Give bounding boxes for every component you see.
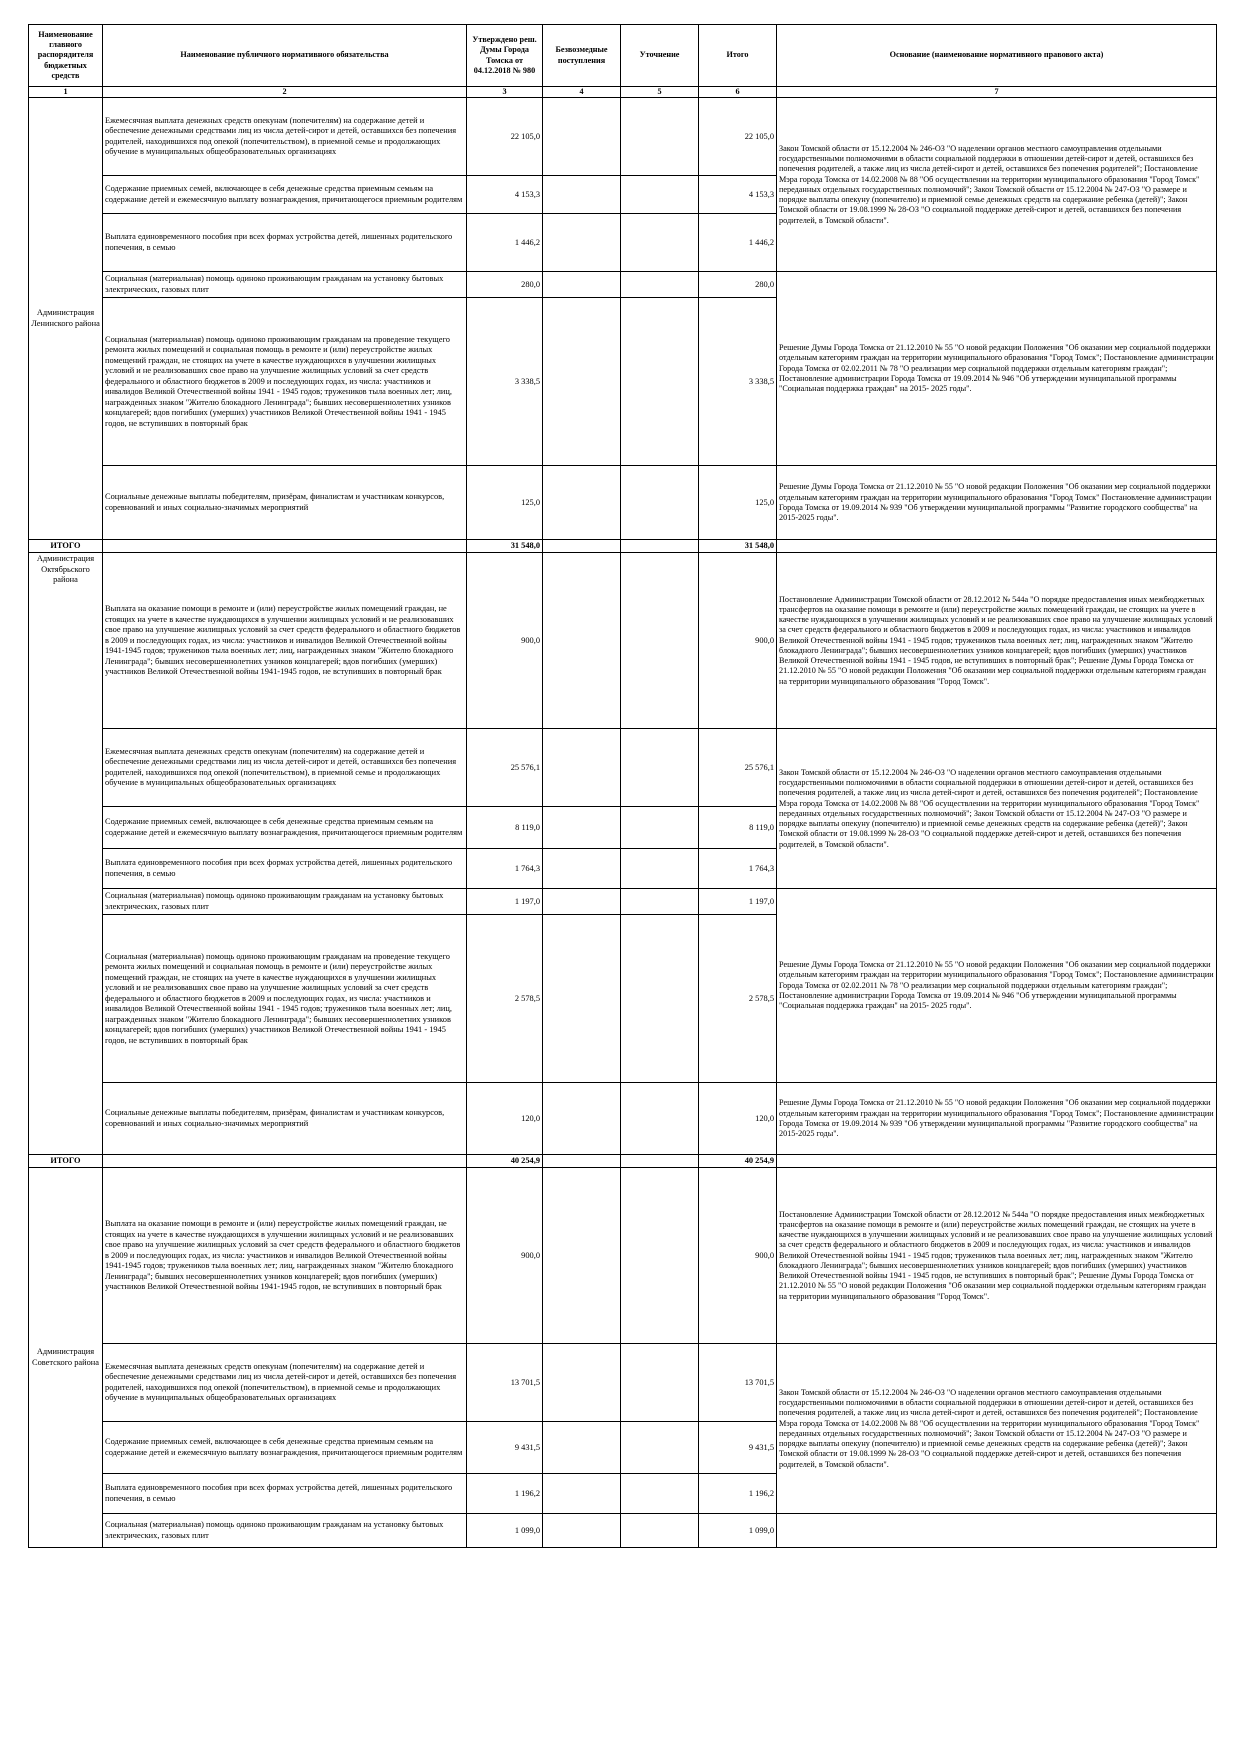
total-value: 900,0 xyxy=(699,553,777,729)
grants-value xyxy=(543,466,621,540)
obligation-name: Социальная (материальная) помощь одиноко проживающим гражданам на установку бытовых электрических, газовых плит xyxy=(103,272,467,298)
org-name: Администрация Советского района xyxy=(29,1168,103,1548)
obligation-name: Ежемесячная выплата денежных средств опекунам (попечителям) на содержание детей и обеспечение денежными средствами лиц из числа детей-сирот и детей, оставшихся без попечения родителей, находившихся под опекой (попечительством), в приемной семье и продолжающих обучение в муниципальных общеобразовательных организациях xyxy=(103,729,467,807)
grants-value xyxy=(543,1168,621,1344)
total-sum: 31 548,0 xyxy=(699,540,777,553)
table-row xyxy=(29,1514,1217,1548)
obligation-name: Социальные денежные выплаты победителям, призёрам, финалистам и участникам конкурсов, соревнований и иных социально-значимых мероприятий xyxy=(103,466,467,540)
total-value: 4 153,3 xyxy=(699,176,777,214)
table-row xyxy=(29,466,1217,540)
approved-value: 900,0 xyxy=(467,1168,543,1344)
total-value: 8 119,0 xyxy=(699,807,777,849)
approved-value: 9 431,5 xyxy=(467,1422,543,1474)
clarification-value xyxy=(621,466,699,540)
clarification-value xyxy=(621,915,699,1083)
approved-value: 22 105,0 xyxy=(467,98,543,176)
total-row xyxy=(29,1155,1217,1168)
col-number: 7 xyxy=(777,87,1217,98)
approved-value: 2 578,5 xyxy=(467,915,543,1083)
grants-value xyxy=(543,849,621,889)
total-label: ИТОГО xyxy=(29,540,103,553)
total-label: ИТОГО xyxy=(29,1155,103,1168)
clarification-value xyxy=(621,849,699,889)
legal-basis xyxy=(777,1514,1217,1548)
grants-value xyxy=(543,1344,621,1422)
legal-basis: Закон Томской области от 15.12.2004 № 246-ОЗ "О наделении органов местного самоуправления отдельными государственными полномочиями в области социальной поддержки в отношении детей-сирот и детей, оставшихся без попечения родителей, а также лиц из числа детей-сирот и детей, оставшихся без попечения родителей"; Постановление Мэра города Томска от 14.02.2008 № 88 "Об осуществлении на территории муниципального образования "Город Томск" переданных отдельных государственных полномочий"; Закон Томской области от 15.12.2004 № 247-ОЗ "О размере и порядке выплаты опекуну (попечителю) и приемной семье денежных средств на содержание ребенка (детей)"; Закон Томской области от 19.08.1999 № 28-ОЗ "О социальной поддержке детей-сирот и детей, оставшихся без попечения родителей, в Томской области". xyxy=(777,729,1217,889)
grants-value xyxy=(543,1422,621,1474)
grants-value xyxy=(543,214,621,272)
clarification-value xyxy=(621,553,699,729)
obligation-name: Выплата единовременного пособия при всех формах устройства детей, лишенных родительского попечения, в семью xyxy=(103,1474,467,1514)
legal-basis: Закон Томской области от 15.12.2004 № 246-ОЗ "О наделении органов местного самоуправления отдельными государственными полномочиями в области социальной поддержки в отношении детей-сирот и детей, оставшихся без попечения родителей, а также лиц из числа детей-сирот и детей, оставшихся без попечения родителей"; Постановление Мэра города Томска от 14.02.2008 № 88 "Об осуществлении на территории муниципального образования "Город Томск" переданных отдельных государственных полномочий"; Закон Томской области от 15.12.2004 № 247-ОЗ "О размере и порядке выплаты опекуну (попечителю) и приемной семье денежных средств на содержание ребенка (детей)"; Закон Томской области от 19.08.1999 № 28-ОЗ "О социальной поддержке детей-сирот и детей, оставшихся без попечения родителей, в Томской области". xyxy=(777,1344,1217,1514)
obligation-name: Выплата на оказание помощи в ремонте и (или) переустройстве жилых помещений граждан, не стоящих на учете в качестве нуждающихся в улучшении жилищных условий и не реализовавших свое право на улучшение жилищных условий за счет средств федерального и областного бюджетов в 2009 и последующих годах, из числа: участников и инвалидов Великой Отечественной войны 1941-1945 годов; тружеников тыла военных лет; лиц, награжденных знаком "Жителю блокадного Ленинграда"; бывших несовершеннолетних узников концлагерей; вдов погибших (умерших) участников Великой Отечественной войны 1941-1945 годов, не вступивших в повторный брак xyxy=(103,1168,467,1344)
col-number: 6 xyxy=(699,87,777,98)
obligation-name: Выплата единовременного пособия при всех формах устройства детей, лишенных родительского попечения, в семью xyxy=(103,214,467,272)
obligation-name: Ежемесячная выплата денежных средств опекунам (попечителям) на содержание детей и обеспечение денежными средствами лиц из числа детей-сирот и детей, оставшихся без попечения родителей, находившихся под опекой (попечительством), в приемной семье и продолжающих обучение в муниципальных общеобразовательных организациях xyxy=(103,98,467,176)
table-row xyxy=(29,889,1217,915)
header-col1: Наименование главного распорядителя бюджетных средств xyxy=(29,25,103,87)
approved-value: 1 446,2 xyxy=(467,214,543,272)
table-row xyxy=(29,1168,1217,1344)
total-value: 13 701,5 xyxy=(699,1344,777,1422)
header-col7: Основание (наименование нормативного правового акта) xyxy=(777,25,1217,87)
approved-value: 280,0 xyxy=(467,272,543,298)
approved-value: 900,0 xyxy=(467,553,543,729)
approved-value: 4 153,3 xyxy=(467,176,543,214)
clarification-value xyxy=(621,272,699,298)
approved-value: 1 197,0 xyxy=(467,889,543,915)
document-page xyxy=(28,24,1216,1548)
grants-value xyxy=(543,553,621,729)
clarification-value xyxy=(621,176,699,214)
total-value: 1 764,3 xyxy=(699,849,777,889)
total-value: 120,0 xyxy=(699,1083,777,1155)
table-row xyxy=(29,98,1217,176)
header-col6: Итого xyxy=(699,25,777,87)
obligations-table xyxy=(28,24,1217,1548)
obligation-name: Социальная (материальная) помощь одиноко проживающим гражданам на проведение текущего ремонта жилых помещений и социальная помощь в ремонте и (или) переустройстве жилых помещений граждан, не стоящих на учете в качестве нуждающихся в улучшении жилищных условий и не реализовавших свое право на улучшение жилищных условий за счет средств федерального и областного бюджетов в 2009 и последующих годах, из числа: участников и инвалидов Великой Отечественной войны 1941 - 1945 годов; тружеников тыла военных лет; лиц, награжденных знаком "Жителю блокадного Ленинграда"; бывших несовершеннолетних узников концлагерей; вдов погибших (умерших) участников Великой Отечественной войны 1941 - 1945 годов, не вступивших в повторный брак xyxy=(103,298,467,466)
col-number: 1 xyxy=(29,87,103,98)
approved-value: 3 338,5 xyxy=(467,298,543,466)
grants-value xyxy=(543,729,621,807)
obligation-name: Социальная (материальная) помощь одиноко проживающим гражданам на установку бытовых электрических, газовых плит xyxy=(103,889,467,915)
obligation-name: Содержание приемных семей, включающее в себя денежные средства приемным семьям на содержание детей и ежемесячную выплату вознаграждения, причитающегося приемным родителям xyxy=(103,1422,467,1474)
clarification-value xyxy=(621,1083,699,1155)
table-row xyxy=(29,729,1217,807)
grants-value xyxy=(543,272,621,298)
obligation-name: Выплата на оказание помощи в ремонте и (или) переустройстве жилых помещений граждан, не стоящих на учете в качестве нуждающихся в улучшении жилищных условий и не реализовавших свое право на улучшение жилищных условий за счет средств федерального и областного бюджетов в 2009 и последующих годах, из числа: участников и инвалидов Великой Отечественной войны 1941-1945 годов; тружеников тыла военных лет; лиц, награжденных знаком "Жителю блокадного Ленинграда"; бывших несовершеннолетних узников концлагерей; вдов погибших (умерших) участников Великой Отечественной войны 1941-1945 годов, не вступивших в повторный брак xyxy=(103,553,467,729)
approved-value: 13 701,5 xyxy=(467,1344,543,1422)
clarification-value xyxy=(621,889,699,915)
clarification-value xyxy=(621,1514,699,1548)
clarification-value xyxy=(621,98,699,176)
header-col4: Безвозмедные поступления xyxy=(543,25,621,87)
legal-basis: Решение Думы Города Томска от 21.12.2010 № 55 "О новой редакции Положения "Об оказании мер социальной поддержки отдельным категориям граждан на территории муниципального образования "Город Томск" Постановление администрации Города Томска от 19.09.2014 № 939 "Об утверждении муниципальной программы "Развитие городского сообщества" на 2015-2025 годы". xyxy=(777,466,1217,540)
total-value: 9 431,5 xyxy=(699,1422,777,1474)
obligation-name: Выплата единовременного пособия при всех формах устройства детей, лишенных родительского попечения, в семью xyxy=(103,849,467,889)
grants-value xyxy=(543,176,621,214)
obligation-name: Содержание приемных семей, включающее в себя денежные средства приемным семьям на содержание детей и ежемесячную выплату вознаграждения, причитающегося приемным родителям xyxy=(103,807,467,849)
approved-value: 120,0 xyxy=(467,1083,543,1155)
org-name: Администрация Октябрьского района xyxy=(29,553,103,1155)
grants-value xyxy=(543,1083,621,1155)
grants-value xyxy=(543,98,621,176)
total-row xyxy=(29,540,1217,553)
header-col3: Утверждено реш. Думы Города Томска от 04.12.2018 № 980 xyxy=(467,25,543,87)
total-value: 25 576,1 xyxy=(699,729,777,807)
legal-basis: Постановление Администрации Томской области от 28.12.2012 № 544а "О порядке предоставления иных межбюджетных трансфертов на оказание помощи в ремонте и (или) переустройстве жилых помещений граждан, не стоящих на учете в качестве нуждающихся в улучшении жилищных условий и не реализовавших свое право на улучшение жилищных условий за счет средств федерального и областного бюджетов в 2009 и последующих годах, из числа: участников и инвалидов Великой Отечественной войны 1941 - 1945 годов; тружеников тыла военных лет; лиц, награжденных знаком "Жителю блокадного Ленинграда"; бывших несовершеннолетних узников концлагерей; вдов погибших (умерших) участников Великой Отечественной войны 1941 - 1945 годов, не вступивших в повторный брак"; Решение Думы Города Томска от 21.12.2010 № 55 "О новой редакции Положения "Об оказании мер социальной поддержки отдельным категориям граждан на территории муниципального образования "Город Томск". xyxy=(777,1168,1217,1344)
total-value: 1 099,0 xyxy=(699,1514,777,1548)
obligation-name: Ежемесячная выплата денежных средств опекунам (попечителям) на содержание детей и обеспечение денежными средствами лиц из числа детей-сирот и детей, оставшихся без попечения родителей, находившихся под опекой (попечительством), в приемной семье и продолжающих обучение в муниципальных общеобразовательных организациях xyxy=(103,1344,467,1422)
total-value: 280,0 xyxy=(699,272,777,298)
table-row xyxy=(29,553,1217,729)
clarification-value xyxy=(621,1474,699,1514)
total-value: 22 105,0 xyxy=(699,98,777,176)
approved-value: 1 764,3 xyxy=(467,849,543,889)
approved-value: 1 099,0 xyxy=(467,1514,543,1548)
org-name: Администрация Ленинского района xyxy=(29,98,103,540)
grants-value xyxy=(543,1514,621,1548)
col-number: 4 xyxy=(543,87,621,98)
obligation-name: Социальная (материальная) помощь одиноко проживающим гражданам на установку бытовых электрических, газовых плит xyxy=(103,1514,467,1548)
col-number: 2 xyxy=(103,87,467,98)
obligation-name: Социальные денежные выплаты победителям, призёрам, финалистам и участникам конкурсов, соревнований и иных социально-значимых мероприятий xyxy=(103,1083,467,1155)
clarification-value xyxy=(621,1422,699,1474)
header-col2: Наименование публичного нормативного обязательства xyxy=(103,25,467,87)
total-sum: 40 254,9 xyxy=(699,1155,777,1168)
total-approved: 40 254,9 xyxy=(467,1155,543,1168)
clarification-value xyxy=(621,729,699,807)
legal-basis: Решение Думы Города Томска от 21.12.2010 № 55 "О новой редакции Положения "Об оказании мер социальной поддержки отдельным категориям граждан на территории муниципального образования "Город Томск"; Постановление администрации Города Томска от 02.02.2011 № 78 "О реализации мер социальной поддержки отдельным категориям граждан"; Постановление администрации Города Томска от 19.09.2014 № 946 "Об утверждении муниципальной программы "Социальная поддержка граждан" на 2015- 2025 годы". xyxy=(777,272,1217,466)
table-row xyxy=(29,1344,1217,1422)
legal-basis: Решение Думы Города Томска от 21.12.2010 № 55 "О новой редакции Положения "Об оказании мер социальной поддержки отдельным категориям граждан на территории муниципального образования "Город Томск"; Постановление администрации Города Томска от 19.09.2014 № 939 "Об утверждении муниципальной программы "Развитие городского сообщества" на 2015-2025 годы". xyxy=(777,1083,1217,1155)
total-value: 1 446,2 xyxy=(699,214,777,272)
grants-value xyxy=(543,1474,621,1514)
total-value: 125,0 xyxy=(699,466,777,540)
total-value: 900,0 xyxy=(699,1168,777,1344)
legal-basis: Решение Думы Города Томска от 21.12.2010 № 55 "О новой редакции Положения "Об оказании мер социальной поддержки отдельным категориям граждан на территории муниципального образования "Город Томск"; Постановление администрации Города Томска от 02.02.2011 № 78 "О реализации мер социальной поддержки отдельным категориям граждан"; Постановление администрации Города Томска от 19.09.2014 № 946 "Об утверждении муниципальной программы "Социальная поддержка граждан" на 2015- 2025 годы". xyxy=(777,889,1217,1083)
approved-value: 8 119,0 xyxy=(467,807,543,849)
approved-value: 125,0 xyxy=(467,466,543,540)
total-value: 3 338,5 xyxy=(699,298,777,466)
table-row xyxy=(29,272,1217,298)
total-value: 2 578,5 xyxy=(699,915,777,1083)
clarification-value xyxy=(621,214,699,272)
header-number-row xyxy=(29,87,1217,98)
clarification-value xyxy=(621,298,699,466)
approved-value: 1 196,2 xyxy=(467,1474,543,1514)
total-approved: 31 548,0 xyxy=(467,540,543,553)
legal-basis: Закон Томской области от 15.12.2004 № 246-ОЗ "О наделении органов местного самоуправления отдельными государственными полномочиями в области социальной поддержки в отношении детей-сирот и детей, оставшихся без попечения родителей, а также лиц из числа детей-сирот и детей, оставшихся без попечения родителей"; Постановление Мэра города Томска от 14.02.2008 № 88 "Об осуществлении на территории муниципального образования "Город Томск" переданных отдельных государственных полномочий"; Закон Томской области от 15.12.2004 № 247-ОЗ "О размере и порядке выплаты опекуну (попечителю) и приемной семье денежных средств на содержание ребенка (детей)"; Закон Томской области от 19.08.1999 № 28-ОЗ "О социальной поддержке детей-сирот и детей, оставшихся без попечения родителей, в Томской области". xyxy=(777,98,1217,272)
table-row xyxy=(29,1083,1217,1155)
legal-basis: Постановление Администрации Томской области от 28.12.2012 № 544а "О порядке предоставления иных межбюджетных трансфертов на оказание помощи в ремонте и (или) переустройстве жилых помещений граждан, не стоящих на учете в качестве нуждающихся в улучшении жилищных условий и не реализовавших свое право на улучшение жилищных условий за счет средств федерального и областного бюджетов в 2009 и последующих годах, из числа: участников и инвалидов Великой Отечественной войны 1941 - 1945 годов; тружеников тыла военных лет; лиц, награжденных знаком "Жителю блокадного Ленинграда"; бывших несовершеннолетних узников концлагерей; вдов погибших (умерших) участников Великой Отечественной войны 1941 - 1945 годов, не вступивших в повторный брак"; Решение Думы Города Томска от 21.12.2010 № 55 "О новой редакции Положения "Об оказании мер социальной поддержки отдельным категориям граждан на территории муниципального образования "Город Томск". xyxy=(777,553,1217,729)
header-row xyxy=(29,25,1217,87)
grants-value xyxy=(543,298,621,466)
clarification-value xyxy=(621,1168,699,1344)
approved-value: 25 576,1 xyxy=(467,729,543,807)
total-value: 1 196,2 xyxy=(699,1474,777,1514)
col-number: 3 xyxy=(467,87,543,98)
clarification-value xyxy=(621,807,699,849)
grants-value xyxy=(543,889,621,915)
grants-value xyxy=(543,807,621,849)
grants-value xyxy=(543,915,621,1083)
obligation-name: Содержание приемных семей, включающее в себя денежные средства приемным семьям на содержание детей и ежемесячную выплату вознаграждения, причитающегося приемным родителям xyxy=(103,176,467,214)
col-number: 5 xyxy=(621,87,699,98)
total-value: 1 197,0 xyxy=(699,889,777,915)
header-col5: Уточнение xyxy=(621,25,699,87)
obligation-name: Социальная (материальная) помощь одиноко проживающим гражданам на проведение текущего ремонта жилых помещений и социальная помощь в ремонте и (или) переустройстве жилых помещений граждан, не стоящих на учете в качестве нуждающихся в улучшении жилищных условий и не реализовавших свое право на улучшение жилищных условий за счет средств федерального и областного бюджетов в 2009 и последующих годах, из числа: участников и инвалидов Великой Отечественной войны 1941 - 1945 годов; тружеников тыла военных лет; лиц, награжденных знаком "Жителю блокадного Ленинграда"; бывших несовершеннолетних узников концлагерей; вдов погибших (умерших) участников Великой Отечественной войны 1941 - 1945 годов, не вступивших в повторный брак xyxy=(103,915,467,1083)
clarification-value xyxy=(621,1344,699,1422)
